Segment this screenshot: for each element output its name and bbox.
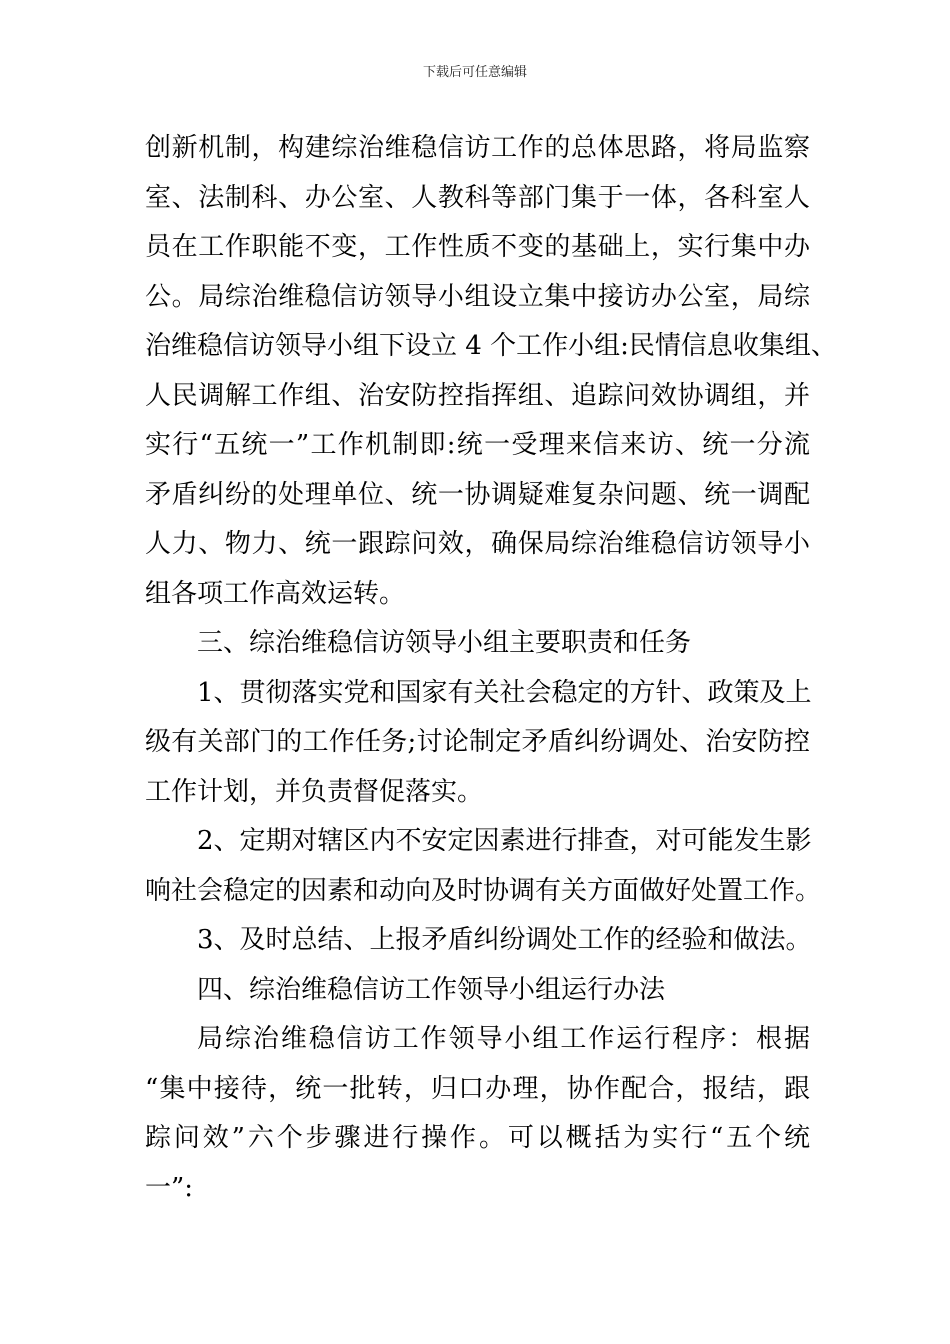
paragraph-line: 矛盾纠纷的处理单位、统一协调疑难复杂问题、统一调配: [145, 479, 810, 510]
paragraph-line: 治维稳信访领导小组下设立 4 个工作小组:民情信息收集组、: [145, 331, 837, 361]
paragraph-line: 人力、物力、统一跟踪问效，确保局综治维稳信访领导小: [145, 529, 810, 559]
paragraph-line: 工作计划，并负责督促落实。: [145, 776, 484, 807]
paragraph-line: 3、及时总结、上报矛盾纠纷调处工作的经验和做法。: [197, 925, 812, 955]
paragraph-line: 创新机制，构建综治维稳信访工作的总体思路，将局监察: [145, 133, 810, 163]
paragraph-line: 踪问效”六个步骤进行操作。可以概括为实行“五个统: [145, 1123, 810, 1153]
paragraph-line: 2、定期对辖区内不安定因素进行排查，对可能发生影: [197, 826, 812, 856]
paragraph-line: 一”:: [145, 1172, 194, 1203]
paragraph-line: 1、贯彻落实党和国家有关社会稳定的方针、政策及上: [197, 677, 812, 708]
paragraph-line: 员在工作职能不变，工作性质不变的基础上，实行集中办: [145, 232, 810, 262]
paragraph-line: “集中接待，统一批转，归口办理，协作配合，报结，跟: [145, 1073, 810, 1104]
paragraph-line: 公。局综治维稳信访领导小组设立集中接访办公室，局综: [145, 281, 810, 312]
paragraph-line: 响社会稳定的因素和动向及时协调有关方面做好处置工作。: [145, 875, 822, 906]
paragraph-line: 实行“五统一”工作机制即:统一受理来信来访、统一分流: [145, 430, 810, 460]
paragraph-line: 人民调解工作组、治安防控指挥组、追踪问效协调组，并: [145, 380, 810, 411]
paragraph-line: 局综治维稳信访工作领导小组工作运行程序：根据: [197, 1024, 810, 1054]
paragraph-line: 组各项工作高效运转。: [145, 578, 406, 609]
paragraph-line: 级有关部门的工作任务;讨论制定矛盾纠纷调处、治安防控: [145, 727, 810, 757]
section-heading: 四、综治维稳信访工作领导小组运行办法: [197, 974, 666, 1005]
paragraph-line: 室、法制科、办公室、人教科等部门集于一体，各科室人: [145, 182, 810, 213]
document-body: [145, 124, 837, 1213]
page-header: 下载后可任意编辑: [422, 65, 527, 80]
section-heading: 三、综治维稳信访领导小组主要职责和任务: [197, 628, 692, 658]
